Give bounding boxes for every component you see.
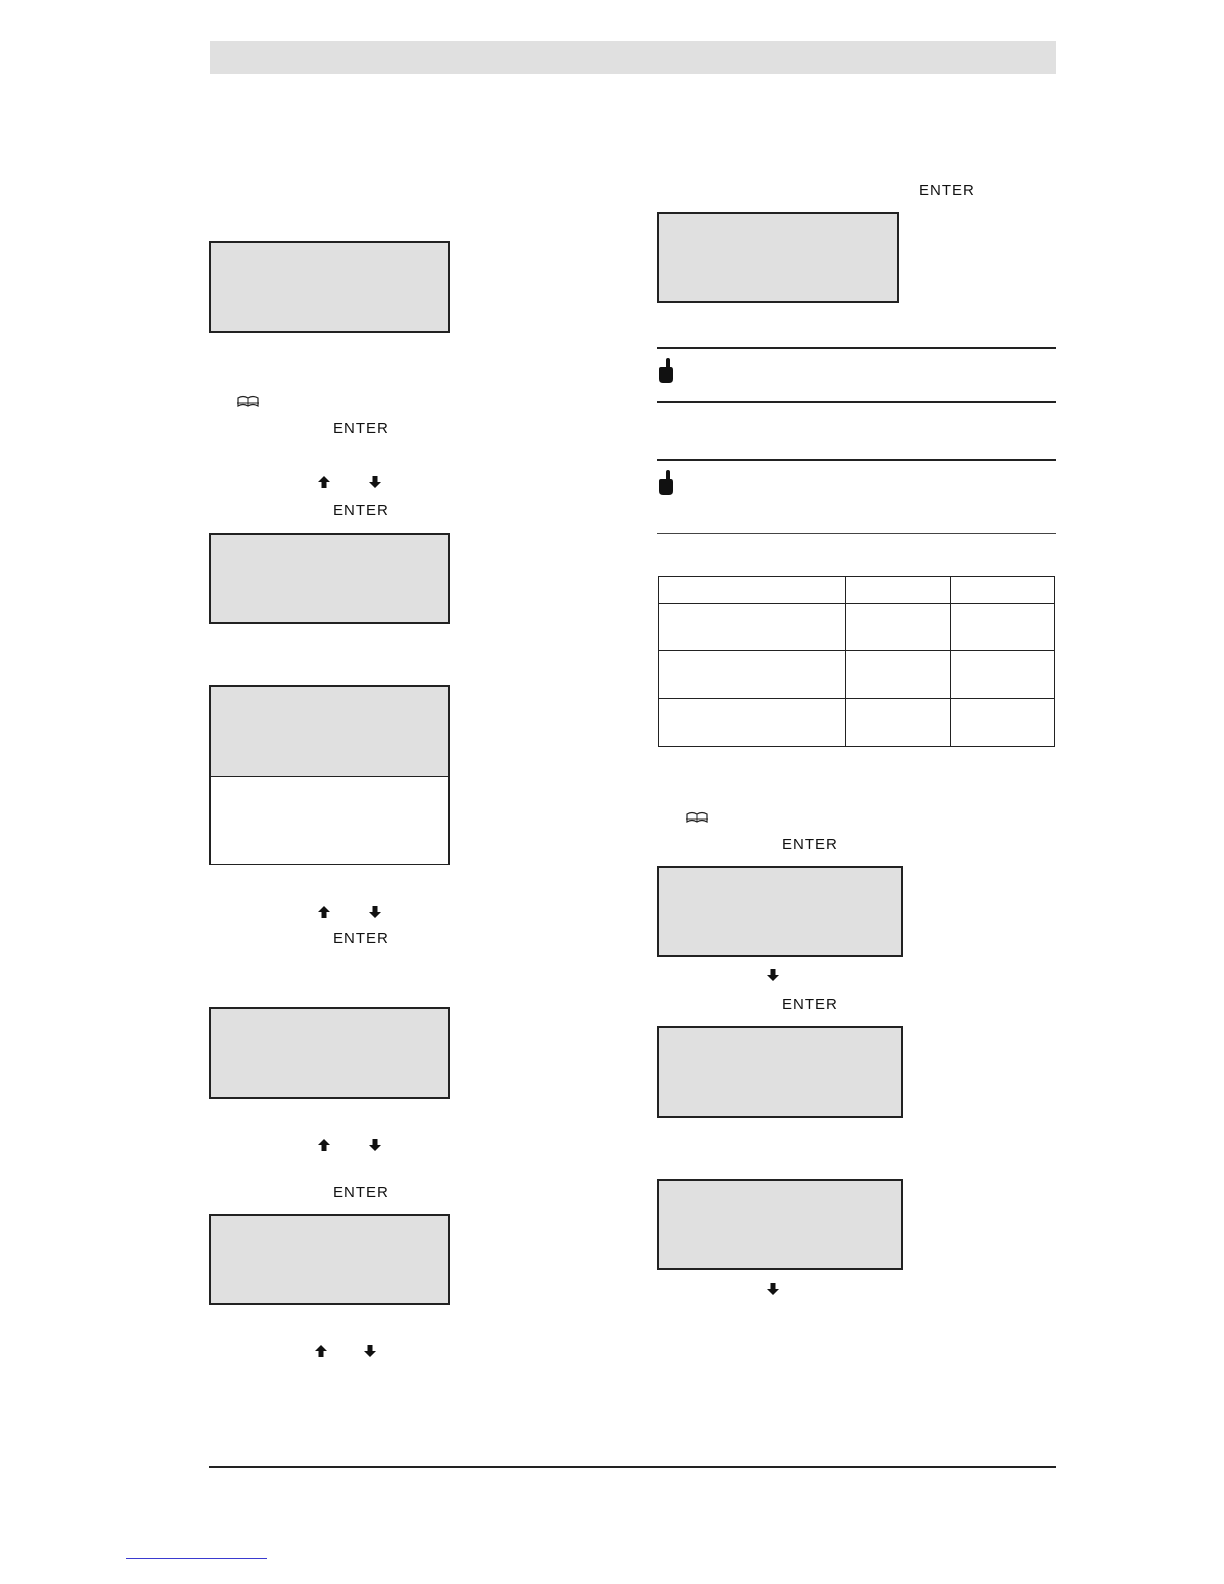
- table-row: [659, 699, 1055, 747]
- arrow-down-icon: [766, 1282, 780, 1296]
- page-header-bar: [210, 41, 1056, 74]
- table-cell: [659, 699, 846, 747]
- lcd-display-1: [209, 241, 450, 333]
- book-icon: [685, 811, 709, 824]
- table-cell: [659, 577, 846, 604]
- book-icon: [236, 395, 260, 408]
- enter-key-label: ENTER: [333, 930, 389, 947]
- lcd-display-3: [209, 685, 450, 865]
- enter-key-label: ENTER: [333, 1184, 389, 1201]
- table-row: [659, 651, 1055, 699]
- table-cell: [846, 604, 951, 651]
- table-cell: [846, 651, 951, 699]
- lcd-display-2: [209, 533, 450, 624]
- lcd-display-3-screen: [211, 687, 448, 777]
- table-cell: [951, 577, 1055, 604]
- lcd-display-8: [657, 1026, 903, 1118]
- enter-key-label: ENTER: [782, 836, 838, 853]
- table-cell: [659, 651, 846, 699]
- lcd-display-7: [657, 866, 903, 957]
- table-cell: [846, 699, 951, 747]
- arrow-down-icon: [363, 1344, 377, 1358]
- note-rule-top: [657, 459, 1056, 461]
- table-cell: [951, 651, 1055, 699]
- lcd-display-4: [209, 1007, 450, 1099]
- table-cell: [659, 604, 846, 651]
- lcd-display-6: [657, 212, 899, 303]
- lcd-display-5: [209, 1214, 450, 1305]
- pointing-hand-icon: [656, 357, 676, 385]
- arrow-up-icon: [314, 1344, 328, 1358]
- lcd-display-9: [657, 1179, 903, 1270]
- table-cell: [951, 699, 1055, 747]
- enter-key-label: ENTER: [333, 502, 389, 519]
- arrow-down-icon: [368, 905, 382, 919]
- arrow-up-icon: [317, 475, 331, 489]
- arrow-up-icon: [317, 1138, 331, 1152]
- table-cell: [951, 604, 1055, 651]
- enter-key-label: ENTER: [919, 182, 975, 199]
- footer-rule: [209, 1466, 1056, 1468]
- note-rule-bottom: [657, 533, 1056, 534]
- arrow-down-icon: [766, 968, 780, 982]
- pointing-hand-icon: [656, 469, 676, 497]
- spec-table: [658, 576, 1055, 747]
- note-rule-top: [657, 347, 1056, 349]
- table-row: [659, 604, 1055, 651]
- link-underline[interactable]: [126, 1558, 267, 1559]
- table-row: [659, 577, 1055, 604]
- arrow-down-icon: [368, 475, 382, 489]
- table-cell: [846, 577, 951, 604]
- arrow-up-icon: [317, 905, 331, 919]
- enter-key-label: ENTER: [782, 996, 838, 1013]
- arrow-down-icon: [368, 1138, 382, 1152]
- enter-key-label: ENTER: [333, 420, 389, 437]
- note-rule-bottom: [657, 401, 1056, 403]
